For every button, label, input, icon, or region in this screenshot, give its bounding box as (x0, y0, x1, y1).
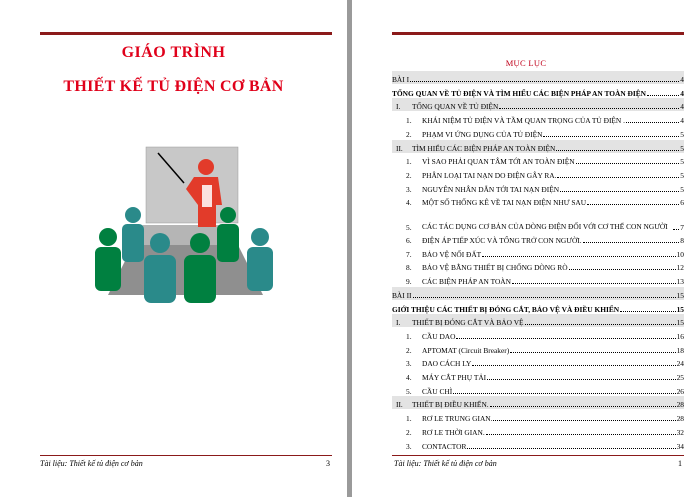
toc-entry[interactable] (392, 424, 684, 437)
toc-entry[interactable] (392, 167, 684, 180)
book-title-line1: GIÁO TRÌNH (121, 44, 226, 61)
toc-entry-page: 5 (680, 184, 684, 194)
audience-figure-4 (247, 228, 273, 291)
toc-leader-dots (413, 296, 676, 298)
toc-entry-label: ĐIỆN ÁP TIẾP XÚC VÀ TỔNG TRỞ CON NGƯỜI. (422, 236, 582, 245)
toc-entry-number: 1. (406, 116, 412, 126)
toc-entry-label: THIẾT BỊ ĐÓNG CẮT VÀ BẢO VỆ (412, 318, 524, 328)
right-page-number: 1 (678, 459, 682, 468)
toc-entry-label: PHẠM VI ỨNG DỤNG CỦA TỦ ĐIỆN (422, 129, 543, 139)
toc-leader-dots (576, 162, 680, 164)
toc-entry-number: II. (396, 143, 403, 153)
toc-entry-page: 34 (676, 441, 684, 451)
toc-entry[interactable] (392, 273, 684, 286)
toc-entry[interactable] (392, 438, 684, 451)
toc-entry-number: 2. (406, 427, 412, 437)
left-bottom-rule (40, 455, 332, 456)
toc-leader-dots (510, 351, 675, 353)
toc-entry[interactable] (392, 314, 684, 327)
toc-entry-number: 1. (406, 331, 412, 341)
toc-entry[interactable] (392, 383, 684, 396)
toc-entry-label: TỔNG QUAN VỀ TỦ ĐIỆN VÀ TÌM HIỂU CÁC BIỆN PHÁP AN TOÀN ĐIỆN (392, 88, 646, 98)
right-footer-text: Tài liệu: Thiết kế tủ điện cơ bản (394, 459, 497, 468)
toc-entry-label: CẦU CHÌ (422, 386, 453, 396)
toc-entry-label: PHÂN LOẠI TAI NẠN DO ĐIỆN GÂY RA. (422, 170, 557, 180)
toc-entry[interactable] (392, 301, 684, 314)
toc-entry-number: 6. (406, 236, 412, 245)
toc-entry[interactable] (392, 355, 684, 368)
toc-entry-page: 6 (680, 198, 684, 208)
toc-entry-page: 18 (676, 345, 684, 355)
toc-entry-page: 4 (680, 116, 684, 126)
toc-entry-label: APTOMAT (Circuit Breaker) (422, 345, 510, 355)
toc-leader-dots (673, 228, 679, 230)
left-page-number: 3 (326, 459, 330, 468)
toc-entry[interactable] (392, 232, 684, 245)
toc-entry-label: VÌ SAO PHẢI QUAN TÂM TỚI AN TOÀN ĐIỆN (422, 157, 575, 167)
toc-entry-label: CẦU DAO (422, 331, 456, 341)
toc-entry-page: 5 (680, 157, 684, 167)
toc-entry-number: I. (396, 318, 401, 328)
toc-entry[interactable] (392, 112, 684, 125)
toc-entry-label: MÁY CẮT PHỤ TẢI (422, 373, 487, 382)
toc-entry[interactable] (392, 98, 684, 111)
toc-entry-label: KHÁI NIỆM TỦ ĐIỆN VÀ TẦM QUAN TRỌNG CỦA TỦ ĐIỆN . (422, 116, 625, 126)
toc-leader-dots (493, 419, 675, 421)
toc-entry-label: BẢO VỆ NỐI ĐẤT (422, 249, 482, 259)
toc-entry-number: 7. (406, 249, 412, 259)
toc-entry-page: 32 (676, 427, 684, 437)
toc-leader-dots (490, 405, 676, 407)
toc-leader-dots (453, 392, 675, 394)
toc-entry-label: BÀI I (392, 75, 410, 84)
toc-entry[interactable] (392, 396, 684, 409)
audience-figure-3 (95, 228, 121, 291)
toc-entry-page: 12 (676, 263, 684, 273)
toc-entry-label: RƠ LE TRUNG GIAN. (422, 414, 493, 424)
toc-entry-label: RƠ LE THỜI GIAN. (422, 427, 485, 437)
toc-entry-label: THIẾT BỊ ĐIỀU KHIỂN. (412, 400, 489, 410)
toc-entry-page: 4 (680, 102, 684, 112)
toc-leader-dots (543, 135, 679, 137)
toc-leader-dots (482, 255, 675, 257)
toc-entry[interactable] (392, 328, 684, 341)
toc-leader-dots (583, 241, 680, 243)
toc-entry-page: 7 (680, 223, 684, 232)
toc-leader-dots (569, 268, 676, 270)
toc-leader-dots (556, 149, 679, 151)
toc-entry-number: 3. (406, 184, 412, 194)
toc-entry-number: 3. (406, 441, 412, 451)
audience-figure-2 (217, 207, 239, 262)
toc-leader-dots (456, 337, 675, 339)
toc-entry-page: 5 (680, 129, 684, 139)
toc-entry-page: 28 (676, 414, 684, 424)
book-title-line2: THIẾT KẾ TỦ ĐIỆN CƠ BẢN (63, 78, 284, 95)
toc-leader-dots (525, 323, 676, 325)
toc-entry[interactable] (392, 410, 684, 423)
toc-leader-dots (647, 94, 679, 96)
toc-leader-dots (487, 378, 675, 380)
toc-leader-dots (557, 176, 679, 178)
toc-leader-dots (587, 203, 679, 205)
toc-entry-label: GIỚI THIỆU CÁC THIẾT BỊ ĐÓNG CẮT, BẢO VỆ VÀ ĐIỀU KHIỂN (392, 304, 620, 314)
toc-entry-page: 13 (676, 277, 684, 287)
toc-entry-number: 5. (406, 223, 412, 232)
toc-entry[interactable] (392, 246, 684, 259)
toc-entry-label: CONTACTOR (422, 441, 467, 451)
toc-entry-label: NGUYÊN NHÂN DẪN TỚI TAI NẠN ĐIỆN (422, 184, 560, 194)
toc-entry[interactable] (392, 85, 684, 98)
toc-entry-label: BẢO VỆ BẰNG THIẾT BỊ CHỐNG DÒNG RÒ (422, 263, 568, 273)
toc-entry[interactable] (392, 259, 684, 272)
left-footer-text: Tài liệu: Thiết kế tủ điện cơ bản (40, 459, 143, 468)
toc-leader-dots (499, 107, 679, 109)
toc-entry-page: 5 (680, 143, 684, 153)
toc-entry-label: CÁC BIỆN PHÁP AN TOÀN (422, 277, 511, 287)
toc-entry[interactable] (392, 287, 684, 300)
presentation-illustration (88, 145, 278, 305)
toc-entry[interactable] (392, 208, 684, 232)
toc-entry[interactable] (392, 71, 684, 84)
toc-entry-page: 4 (680, 88, 684, 98)
toc-entry[interactable] (392, 342, 684, 355)
toc-entry-number: 4. (406, 198, 412, 208)
right-bottom-rule (392, 455, 684, 456)
toc-entry-page: 16 (676, 331, 684, 341)
toc-entry[interactable] (392, 194, 684, 207)
audience-figure-1 (122, 207, 144, 262)
right-top-rule (392, 32, 684, 35)
toc-entry[interactable] (392, 140, 684, 153)
toc-entry-page: 4 (680, 75, 684, 84)
toc-entry-page: 25 (676, 373, 684, 382)
toc-entry-page: 5 (680, 170, 684, 180)
toc-entry-label: TÌM HIỂU CÁC BIỆN PHÁP AN TOÀN ĐIỆN (412, 143, 556, 153)
toc-leader-dots (512, 282, 676, 284)
toc-entry-number: 1. (406, 414, 412, 424)
toc-entry-number: 4. (406, 373, 412, 382)
toc-entry-label: DAO CÁCH LY (422, 359, 472, 369)
toc-entry-page: 15 (676, 290, 684, 300)
toc-leader-dots (620, 310, 676, 312)
toc-entry-number: 3. (406, 359, 412, 369)
toc-entry[interactable] (392, 181, 684, 194)
toc-leader-dots (467, 447, 675, 449)
toc-entry-number: 2. (406, 170, 412, 180)
toc-entry-page: 15 (676, 318, 684, 328)
toc-entry-page: 28 (676, 400, 684, 410)
left-top-rule (40, 32, 332, 35)
toc-entry-number: 2. (406, 345, 412, 355)
toc-entry-label: MỘT SỐ THỐNG KÊ VỀ TAI NẠN ĐIỆN NHƯ SAU (422, 198, 587, 208)
toc-entry-number: 9. (406, 277, 412, 287)
toc-title: MỤC LỤC (505, 58, 547, 68)
toc-entry-page: 15 (676, 304, 684, 314)
toc-entry-page: 24 (676, 359, 684, 369)
toc-entry[interactable] (392, 126, 684, 139)
toc-entry-label: TỔNG QUAN VỀ TỦ ĐIỆN (412, 102, 499, 112)
toc-entry-number: 8. (406, 263, 412, 273)
toc-entry[interactable] (392, 153, 684, 166)
toc-entry-page: 8 (680, 236, 684, 245)
toc-entry-label: CÁC TÁC DỤNG CƠ BẢN CỦA DÒNG ĐIỆN ĐỐI VỚI CƠ THỂ CON NGƯỜI (422, 222, 668, 231)
toc-entry-number: 5. (406, 386, 412, 396)
toc-leader-dots (472, 364, 675, 366)
toc-leader-dots (486, 433, 676, 435)
toc-entry-page: 10 (676, 249, 684, 259)
toc-entry-number: 1. (406, 157, 412, 167)
toc-entry-page: 26 (676, 386, 684, 396)
toc-entry-number: 2. (406, 129, 412, 139)
toc-entry-number: II. (396, 400, 403, 410)
toc-entry-number: I. (396, 102, 401, 112)
toc-leader-dots (410, 80, 679, 82)
toc-entry[interactable] (392, 369, 684, 382)
toc-entry-label: BÀI II (392, 290, 412, 300)
toc-leader-dots (626, 121, 679, 123)
toc-leader-dots (560, 190, 679, 192)
